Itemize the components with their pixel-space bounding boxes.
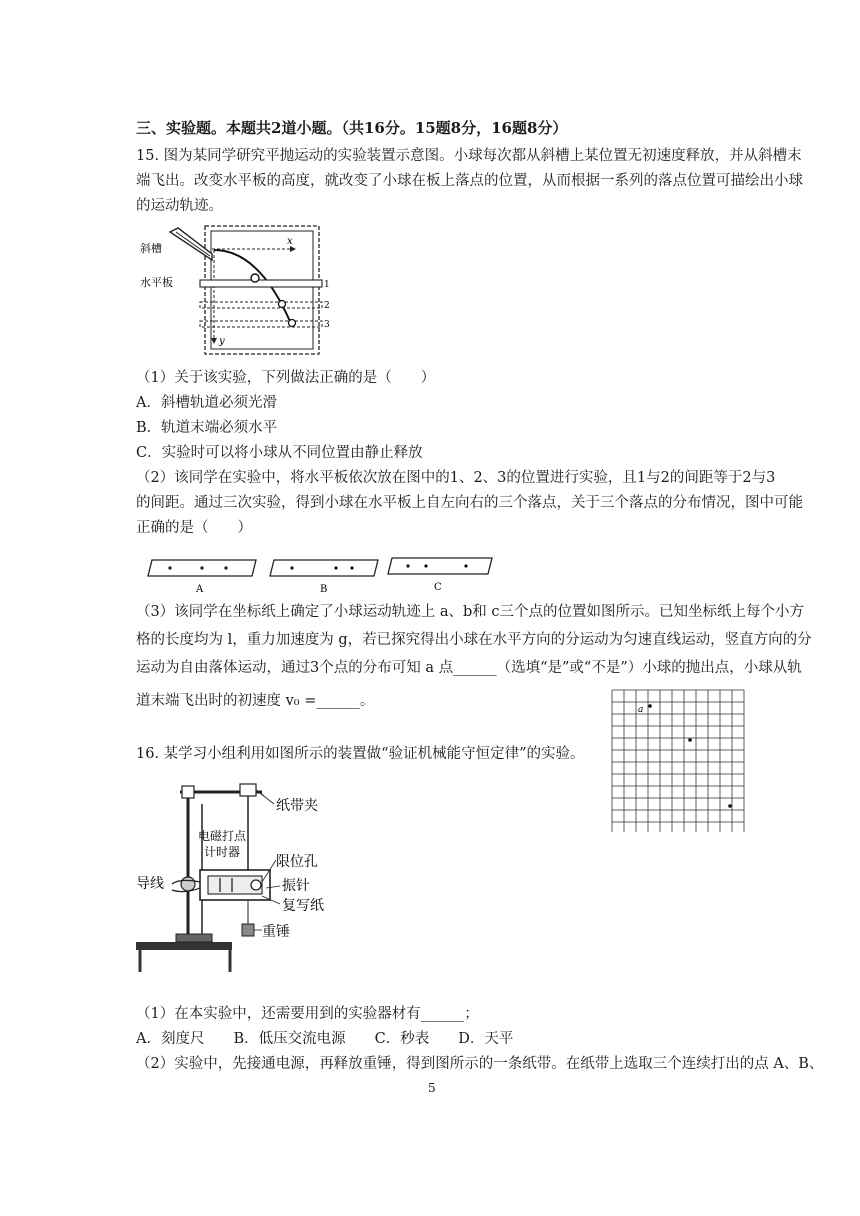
q15-intro-line-3: 的运动轨迹。 [136,198,223,214]
q15-p1-option-a: A．斜槽轨道必须光滑 [136,395,277,411]
timer-label-line-2: 计时器 [204,845,241,859]
q15-p1-stem: （1）关于该实验，下列做法正确的是（ ） [136,370,436,386]
q15-p2-line-2: 的间距。通过三次实验，得到小球在水平板上自左向右的三个落点，关于三个落点的分布情况，图中可能 [136,495,803,511]
q15-p3-line-1: （3）该同学在坐标纸上确定了小球运动轨迹上 a、b和 c三个点的位置如图所示。已知坐标纸上每个小方 [136,604,804,620]
q15-p3-line-2: 格的长度均为 l，重力加速度为 g，若已探究得出小球在水平方向的分运动为匀速直线运动，竖直方向的分 [136,632,812,648]
page-number: 5 [428,1081,436,1095]
grid-point-b [688,738,692,742]
coordinate-grid-figure [610,688,746,832]
q16-intro: 16. 某学习小组利用如图所示的装置做“验证机械能守恒定律”的实验。 [136,746,585,762]
needle-label: 振针 [282,878,310,894]
choice-c-label: C [434,582,442,593]
wire-label: 导线 [136,876,164,892]
board-pos-2: 2 [324,301,330,311]
grid-point-a-label: a [638,705,644,715]
projectile-apparatus-figure [140,222,340,362]
tape-clip-label: 纸带夹 [276,798,318,814]
carbon-paper-label: 复写纸 [282,898,324,914]
energy-apparatus-figure [136,774,376,974]
axis-y-label: y [219,336,225,347]
q15-p1-option-c: C．实验时可以将小球从不同位置由静止释放 [136,445,423,461]
q16-p1-stem: （1）在本实验中，还需要用到的实验器材有______； [136,1006,479,1022]
choice-a-board [148,560,256,595]
choice-b-board [270,560,378,595]
q15-p3-line-3: 运动为自由落体运动，通过3个点的分布可知 a 点______（选填“是”或“不是”）小球的抛出点，小球从轨 [136,660,802,676]
choice-a-label: A [196,584,204,595]
q15-p3-line-4: 道末端飞出时的初速度 v₀ =______。 [136,693,375,709]
q15-intro-line-1: 15. 图为某同学研究平抛运动的实验装置示意图。小球每次都从斜槽上某位置无初速度释放，并从斜槽末 [136,148,802,164]
q15-p2-line-3: 正确的是（ ） [136,520,252,536]
q15-p2-line-1: （2）该同学在实验中，将水平板依次放在图中的1、2、3的位置进行实验，且1与2的间距等于2与3 [136,470,776,486]
choice-c-board [388,558,492,593]
weight-label: 重锤 [262,924,290,940]
chute-label: 斜槽 [140,242,162,255]
choice-b-label: B [320,584,328,595]
section-title: 三、实验题。本题共2道小题。（共16分。15题8分，16题8分） [136,119,568,137]
limit-hole-label: 限位孔 [276,854,318,870]
q16-p1-options: A．刻度尺 B．低压交流电源 C．秒表 D．天平 [136,1031,514,1047]
q15-p1-option-b: B．轨道末端必须水平 [136,420,278,436]
board-pos-3: 3 [324,320,330,330]
axis-x-label: x [287,236,293,247]
grid-point-a [648,704,652,708]
board-pos-1: 1 [324,280,330,290]
board-label: 水平板 [140,276,173,289]
q15-intro-line-2: 端飞出。改变水平板的高度，就改变了小球在板上落点的位置，从而根据一系列的落点位置可描绘出小球 [136,173,803,189]
landing-choices-figure [146,552,496,596]
q16-p2-stem: （2）实验中，先接通电源，再释放重锤，得到图所示的一条纸带。在纸带上选取三个连续打出的点 A、B、 [136,1056,824,1072]
grid-point-c [728,804,732,808]
timer-label-line-1: 电磁打点 [198,829,247,843]
